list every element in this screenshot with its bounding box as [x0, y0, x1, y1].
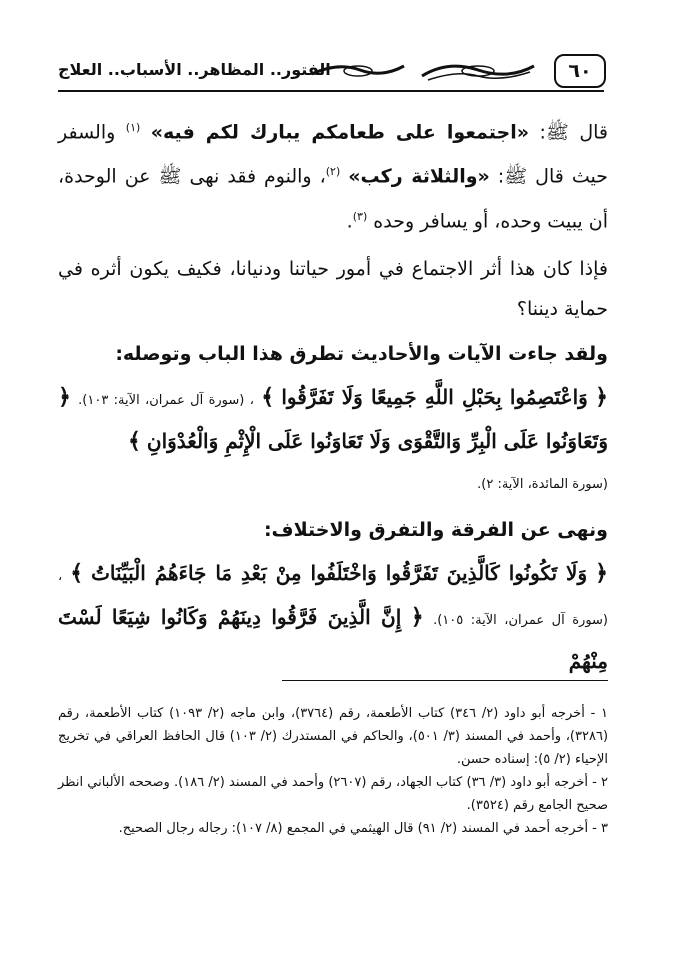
footnote-1: ١ - أخرجه أبو داود (٢/ ٣٤٦) كتاب الأطعمة، رقم (٣٧٦٤)، وابن ماجه (٢/ ١٠٩٣) كتاب الأطعمة، رقم (٣٢٨٦)، وأحمد في المسند (٣/ ٥٠١)، والحاكم في المستدرك (٢/ ١٠٣) قال الحافظ العراقي في تخريج الإحياء (٢/ ٥): إسناده حسن.: [58, 706, 609, 767]
footnote-3: ٣ - أخرجه أحمد في المسند (٢/ ٩١) قال الهيثمي في المجمع (٨/ ١٠٧): رجاله رجال الصحيح.: [118, 821, 608, 836]
quran-verse: وَتَعَاوَنُوا عَلَى الْبِرِّ وَالتَّقْوَى وَلَا تَعَاوَنُوا عَلَى الْإِثْمِ وَالْعُدْوَانِ: [146, 428, 608, 453]
page-header: [58, 50, 604, 96]
footnote-ref: (٢): [325, 165, 341, 179]
text-run: قال ﷺ:: [529, 121, 609, 144]
running-title: الفتور.. المظاهر.. الأسباب.. العلاج: [58, 60, 331, 79]
paragraph-2: فإذا كان هذا أثر الاجتماع في أمور حياتنا ودنيانا، فكيف يكون أثره في حماية ديننا؟: [58, 257, 608, 320]
header-ornament-icon: [418, 56, 538, 86]
text-run: .: [346, 209, 353, 232]
ayah-bracket-open: ﴿: [595, 384, 608, 410]
section-heading: ونهى عن الفرقة والتفرق والاختلاف:: [263, 518, 608, 541]
ayah-bracket-open: ﴿: [595, 560, 608, 586]
paragraph-1: [58, 108, 608, 241]
ayah-bracket-close: ﴾: [70, 560, 84, 586]
hadith-quote: «اجتمعوا على طعامكم يبارك لكم فيه»: [150, 121, 530, 144]
text-run: والسفر حيث قال ﷺ:: [58, 121, 608, 188]
verse-reference: ، (سورة آل عمران، الآية: ١٠٣).: [78, 392, 254, 408]
quran-verse: وَاعْتَصِمُوا بِحَبْلِ اللَّهِ جَمِيعًا وَلَا تَفَرَّقُوا: [281, 384, 588, 409]
ayah-bracket-close: ﴾: [261, 384, 275, 410]
verse-reference: (سورة المائدة، الآية: ٢).: [477, 476, 608, 492]
verse-reference: ، (سورة آل عمران، الآية: ١٠٥).: [58, 568, 608, 628]
footnote-ref: (٣): [352, 209, 368, 223]
ayah-bracket-open: ﴿: [58, 384, 71, 410]
footnote-ref: (١): [125, 121, 141, 134]
page-number: ٦٠: [554, 54, 606, 88]
footnote-2: ٢ - أخرجه أبو داود (٣/ ٣٦) كتاب الجهاد، رقم (٢٦٠٧) وأحمد في المسند (٢/ ١٨٦). وصححه الألباني انظر صحيح الجامع رقم (٣٥٢٤).: [58, 775, 609, 813]
footnote-rule: [282, 680, 608, 681]
main-text: [58, 108, 608, 682]
text-run: ، والنوم فقد نهى ﷺ عن الوحدة، أن يبيت وحده، أو يسافر وحده: [58, 165, 608, 232]
ayah-reference-line: [58, 462, 608, 505]
quran-verse: وَلَا تَكُونُوا كَالَّذِينَ تَفَرَّقُوا وَاخْتَلَفُوا مِنْ بَعْدِ مَا جَاءَهُمُ الْبَيِّنَاتُ: [91, 560, 588, 585]
hadith-quote: «والثلاثة ركب»: [348, 165, 490, 188]
section-heading: ولقد جاءت الآيات والأحاديث تطرق هذا الباب وتوصله:: [115, 342, 608, 365]
ayah-line: [58, 377, 608, 462]
ayah-line: [58, 553, 608, 682]
ayah-bracket-open: ﴿: [410, 604, 424, 630]
footnotes: [58, 702, 608, 840]
quran-verse: إِنَّ الَّذِينَ فَرَّقُوا دِينَهُمْ وَكَانُوا شِيَعًا لَسْتَ مِنْهُمْ: [58, 604, 608, 673]
header-rule: [58, 90, 604, 92]
ayah-bracket-close: ﴾: [127, 428, 141, 454]
